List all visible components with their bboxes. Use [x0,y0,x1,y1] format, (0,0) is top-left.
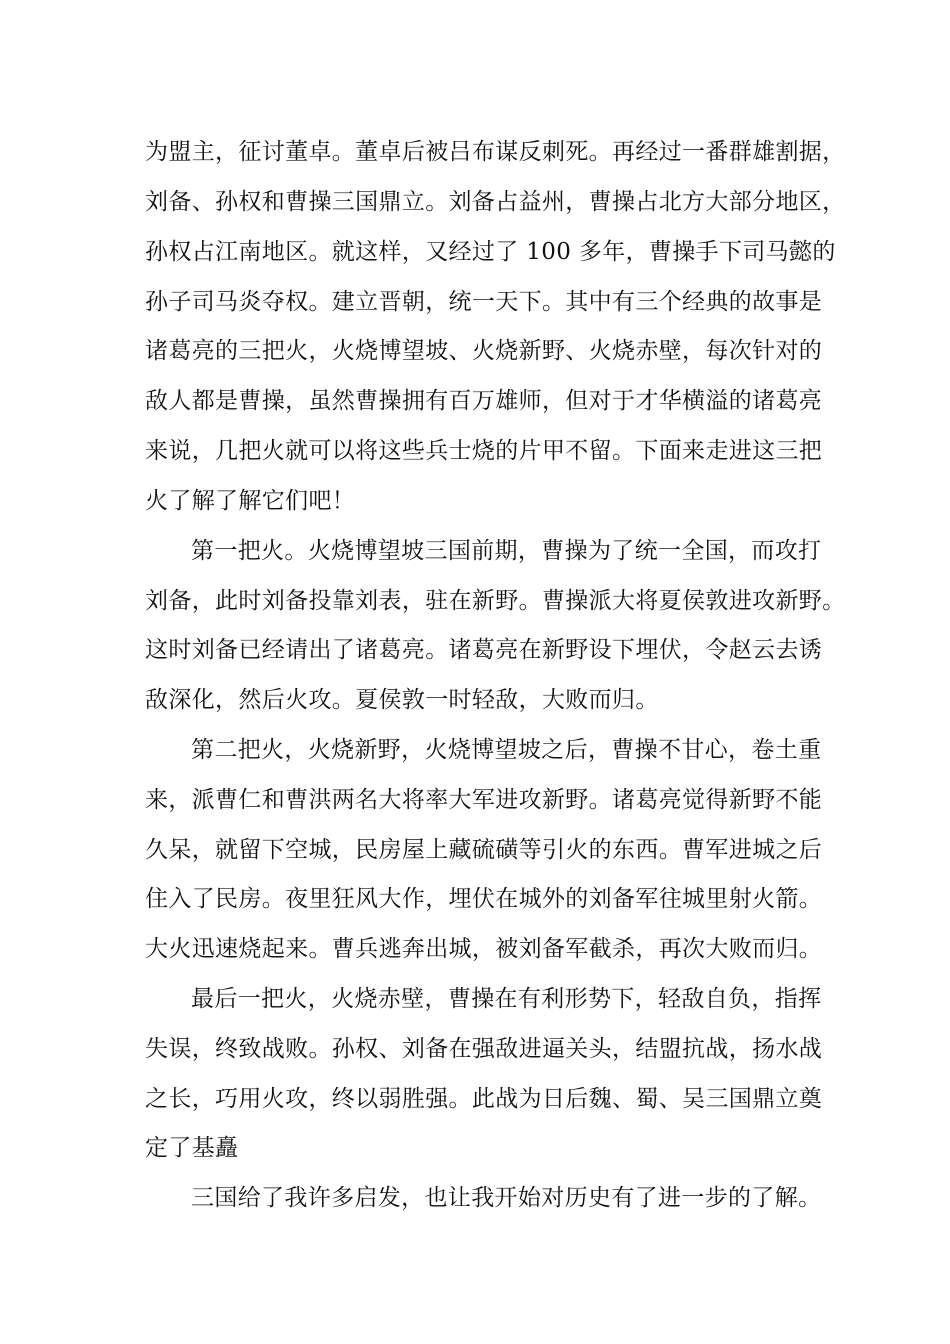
paragraph-first-line: 最后一把火，火烧赤壁，曹操在有利形势下，轻敌自负，指挥 [191,986,822,1012]
text-line: 孙权占江南地区。就这样，又经过了 100 多年，曹操手下司马懿的 [145,239,836,265]
text-line: 失误，终致战败。孙权、刘备在强敌进逼关头，结盟抗战，扬水战 [145,1036,823,1062]
text-line: 久呆，就留下空城，民房屋上藏硫磺等引火的东西。曹军进城之后 [145,837,823,863]
text-line: 敌人都是曹操，虽然曹操拥有百万雄师，但对于才华横溢的诸葛亮 [145,388,823,414]
paragraph-first-line: 第一把火。火烧博望坡三国前期，曹操为了统一全国，而攻打 [191,538,822,564]
text-line: 大火迅速烧起来。曹兵逃奔出城，被刘备军截杀，再次大败而归。 [145,936,823,962]
text-line: 诸葛亮的三把火，火烧博望坡、火烧新野、火烧赤壁，每次针对的 [145,338,823,364]
text-line: 住入了民房。夜里狂风大作，埋伏在城外的刘备军往城里射火箭。 [145,886,823,912]
paragraph-first-line: 第二把火，火烧新野，火烧博望坡之后，曹操不甘心，卷土重 [191,737,822,763]
text-line: 刘备，此时刘备投靠刘表，驻在新野。曹操派大将夏侯敦进攻新野。 [145,588,846,614]
text-line: 之长，巧用火攻，终以弱胜强。此战为日后魏、蜀、吴三国鼎立奠 [145,1086,823,1112]
text-line: 刘备、孙权和曹操三国鼎立。刘备占益州，曹操占北方大部分地区， [145,189,846,215]
paragraph-first-line: 三国给了我许多启发，也让我开始对历史有了进一步的了解。 [191,1185,822,1211]
text-line: 来说，几把火就可以将这些兵士烧的片甲不留。下面来走进这三把 [145,438,823,464]
text-line: 火了解了解它们吧！ [145,488,356,514]
text-line: 定了基矗 [145,1135,239,1161]
text-line: 为盟主，征讨董卓。董卓后被吕布谋反刺死。再经过一番群雄割据， [145,139,846,165]
text-line: 来，派曹仁和曹洪两名大将率大军进攻新野。诸葛亮觉得新野不能 [145,787,823,813]
text-line: 孙子司马炎夺权。建立晋朝，统一天下。其中有三个经典的故事是 [145,289,823,315]
text-line: 这时刘备已经请出了诸葛亮。诸葛亮在新野设下埋伏，令赵云去诱 [145,637,823,663]
text-line: 敌深化，然后火攻。夏侯敦一时轻敌，大败而归。 [145,687,659,713]
